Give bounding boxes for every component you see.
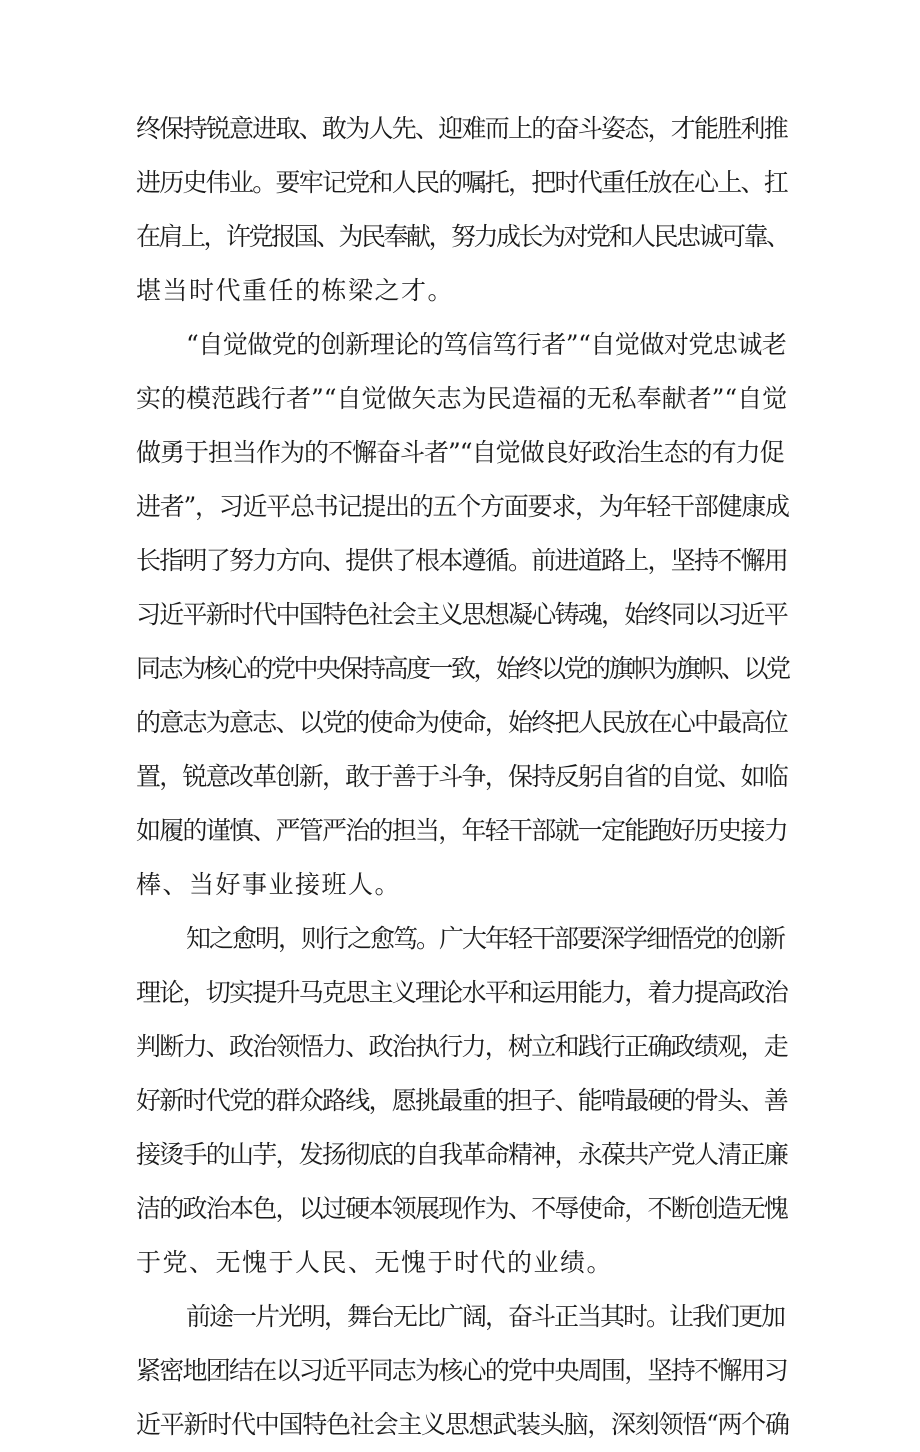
text-line: 的意志为意志、以党的使命为使命，始终把人民放在心中最高位 [136,708,788,737]
text-line: 如履的谨慎、严管严治的担当，年轻干部就一定能跑好历史接力 [136,816,788,845]
text-line: 进历史伟业。要牢记党和人民的嘱托，把时代重任放在心上、扛 [136,168,788,197]
text-line: 于党、无愧于人民、无愧于时代的业绩。 [136,1248,614,1277]
paragraph-start-line: 前途一片光明，舞台无比广阔，奋斗正当其时。让我们更加 [186,1302,785,1331]
text-line: 棒、当好事业接班人。 [136,870,402,899]
text-line: 判断力、政治领悟力、政治执行力，树立和践行正确政绩观，走 [136,1032,788,1061]
text-line: 长指明了努力方向、提供了根本遵循。前进道路上，坚持不懈用 [136,546,788,575]
text-line: 在肩上，许党报国、为民奉献，努力成长为对党和人民忠诚可靠、 [136,222,789,251]
text-line: 紧密地团结在以习近平同志为核心的党中央周围，坚持不懈用习 [136,1356,788,1385]
document-body [136,102,790,1452]
text-line: 好新时代党的群众路线，愿挑最重的担子、能啃最硬的骨头、善 [136,1086,788,1115]
paragraph-start-line: 知之愈明，则行之愈笃。广大年轻干部要深学细悟党的创新 [186,924,785,953]
text-line: 近平新时代中国特色社会主义思想武装头脑，深刻领悟“两个确 [136,1410,789,1439]
text-line: 理论，切实提升马克思主义理论水平和运用能力，着力提高政治 [136,978,788,1007]
text-line: 洁的政治本色，以过硬本领展现作为、不辱使命，不断创造无愧 [136,1194,788,1223]
text-line: 进者”，习近平总书记提出的五个方面要求，为年轻干部健康成 [136,492,789,521]
text-line: 做勇于担当作为的不懈奋斗者”“自觉做良好政治生态的有力促 [136,438,784,467]
text-line: 接烫手的山芋，发扬彻底的自我革命精神，永葆共产党人清正廉 [136,1140,788,1169]
text-line: 置，锐意改革创新，敢于善于斗争，保持反躬自省的自觉、如临 [136,762,788,791]
text-line: 堪当时代重任的栋梁之才。 [136,276,455,305]
paragraph-start-line: “自觉做党的创新理论的笃信笃行者”“自觉做对党忠诚老 [186,330,787,359]
text-line: 习近平新时代中国特色社会主义思想凝心铸魂，始终同以习近平 [136,600,788,629]
text-line: 终保持锐意进取、敢为人先、迎难而上的奋斗姿态，才能胜利推 [136,114,788,143]
text-line: 实的模范践行者”“自觉做矢志为民造福的无私奉献者”“自觉 [136,384,788,413]
text-line: 同志为核心的党中央保持高度一致，始终以党的旗帜为旗帜、以党 [136,654,789,683]
